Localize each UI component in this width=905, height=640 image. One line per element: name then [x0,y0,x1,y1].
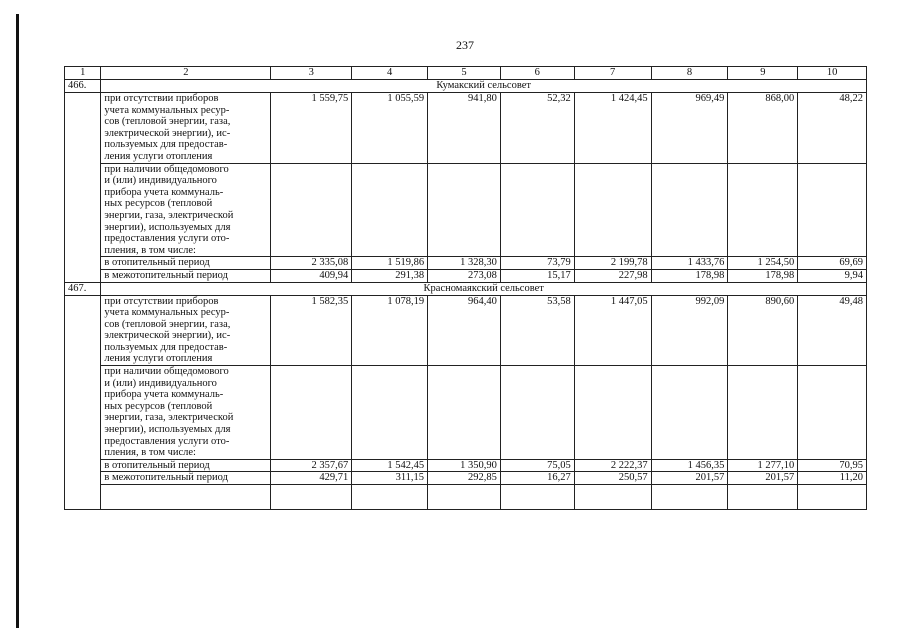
description-line: при отсутствии приборов [104,295,219,307]
value-cell-col9: 1 254,50 [728,257,798,270]
value-cell-col3: 429,71 [271,472,352,485]
blank-cell [352,485,428,510]
section-title: Кумакский сельсовет [101,80,867,93]
column-header-7: 7 [574,67,651,80]
value-cell-col5 [428,163,501,257]
value-cell-col4: 291,38 [352,269,428,282]
description-line: энергии), используемых для [104,424,231,436]
description-line: учета коммунальных ресур- [104,307,230,319]
column-header-3: 3 [271,67,352,80]
value-cell-col4: 311,15 [352,472,428,485]
row-description [101,269,271,282]
value-cell-col6 [500,163,574,257]
value-cell-col3 [271,163,352,257]
value-cell-col3: 409,94 [271,269,352,282]
description-line: учета коммунальных ресур- [104,104,230,116]
description-line: в межотопительный период [104,269,228,281]
value-cell-col9: 890,60 [728,295,798,366]
value-cell-col7: 227,98 [574,269,651,282]
column-header-5: 5 [428,67,501,80]
value-cell-col7: 2 199,78 [574,257,651,270]
value-cell-col9: 178,98 [728,269,798,282]
description-line: и (или) индивидуального [104,377,217,389]
value-cell-col7 [574,163,651,257]
value-cell-col6: 52,32 [500,93,574,164]
description-line: в отопительный период [104,459,210,471]
column-header-row [65,67,867,80]
value-cell-col9: 868,00 [728,93,798,164]
row-description [101,459,271,472]
blank-cell [651,485,728,510]
row-description [101,472,271,485]
value-cell-col5 [428,366,501,460]
value-cell-col8: 992,09 [651,295,728,366]
value-cell-col4 [352,163,428,257]
blank-cell [574,485,651,510]
value-cell-col10: 69,69 [798,257,867,270]
table-row [65,459,867,472]
value-cell-col6: 75,05 [500,459,574,472]
description-line: электрической энергии), ис- [104,330,231,342]
value-cell-col9 [728,163,798,257]
description-line: ления услуги отопления [104,150,213,162]
description-line: сов (тепловой энергии, газа, [104,318,231,330]
table-row [65,366,867,460]
value-cell-col6: 73,79 [500,257,574,270]
table-row [65,472,867,485]
value-cell-col3: 2 357,67 [271,459,352,472]
section-number-span-cell [65,93,101,283]
section-row [65,282,867,295]
table-row [65,269,867,282]
column-header-8: 8 [651,67,728,80]
value-cell-col9: 201,57 [728,472,798,485]
section-number-span-cell [65,295,101,510]
value-cell-col6: 53,58 [500,295,574,366]
column-header-9: 9 [728,67,798,80]
value-cell-col10: 11,20 [798,472,867,485]
value-cell-col9: 1 277,10 [728,459,798,472]
row-description [101,295,271,366]
blank-cell [101,485,271,510]
value-cell-col8 [651,366,728,460]
value-cell-col5: 1 350,90 [428,459,501,472]
description-line: пления, в том числе: [104,244,196,256]
section-row [65,80,867,93]
value-cell-col6: 16,27 [500,472,574,485]
value-cell-col5: 941,80 [428,93,501,164]
blank-cell [728,485,798,510]
description-line: при наличии общедомового [104,163,229,175]
value-cell-col9 [728,366,798,460]
value-cell-col3: 1 582,35 [271,295,352,366]
description-line: энергии, газа, электрической [104,412,234,424]
value-cell-col10: 70,95 [798,459,867,472]
value-cell-col8: 969,49 [651,93,728,164]
blank-cell [798,485,867,510]
section-number: 466. [65,80,101,93]
binding-edge-line [16,14,19,628]
description-line: прибора учета коммуналь- [104,389,224,401]
value-cell-col5: 1 328,30 [428,257,501,270]
value-cell-col3 [271,366,352,460]
description-line: пользуемых для предостав- [104,341,228,353]
description-line: ных ресурсов (тепловой [104,400,213,412]
column-header-10: 10 [798,67,867,80]
value-cell-col7 [574,366,651,460]
value-cell-col4 [352,366,428,460]
value-cell-col7: 1 424,45 [574,93,651,164]
description-line: и (или) индивидуального [104,175,217,187]
description-line: предоставления услуги ото- [104,233,230,245]
value-cell-col4: 1 055,59 [352,93,428,164]
blank-cell [428,485,501,510]
description-line: в межотопительный период [104,472,228,484]
table-row [65,295,867,366]
row-description [101,163,271,257]
value-cell-col4: 1 519,86 [352,257,428,270]
value-cell-col3: 1 559,75 [271,93,352,164]
value-cell-col7: 2 222,37 [574,459,651,472]
value-cell-col4: 1 542,45 [352,459,428,472]
description-line: ления услуги отопления [104,353,213,365]
value-cell-col5: 273,08 [428,269,501,282]
page-number: 237 [456,38,474,52]
description-line: ных ресурсов (тепловой [104,198,213,210]
column-header-2: 2 [101,67,271,80]
value-cell-col7: 1 447,05 [574,295,651,366]
description-line: энергии), используемых для [104,221,231,233]
value-cell-col4: 1 078,19 [352,295,428,366]
description-line: при наличии общедомового [104,366,229,378]
description-line: сов (тепловой энергии, газа, [104,116,231,128]
description-line: электрической энергии), ис- [104,127,231,139]
table-row [65,257,867,270]
value-cell-col10 [798,366,867,460]
value-cell-col10 [798,163,867,257]
blank-cell [271,485,352,510]
value-cell-col6: 15,17 [500,269,574,282]
row-description [101,93,271,164]
description-line: энергии, газа, электрической [104,209,234,221]
table-row [65,163,867,257]
value-cell-col5: 964,40 [428,295,501,366]
value-cell-col10: 9,94 [798,269,867,282]
value-cell-col8: 201,57 [651,472,728,485]
value-cell-col5: 292,85 [428,472,501,485]
description-line: прибора учета коммуналь- [104,186,224,198]
row-description [101,366,271,460]
description-line: в отопительный период [104,257,210,269]
value-cell-col8: 1 433,76 [651,257,728,270]
tariff-table [64,66,867,510]
column-header-1: 1 [65,67,101,80]
value-cell-col10: 49,48 [798,295,867,366]
value-cell-col10: 48,22 [798,93,867,164]
value-cell-col3: 2 335,08 [271,257,352,270]
table-row [65,93,867,164]
section-number: 467. [65,282,101,295]
value-cell-col6 [500,366,574,460]
row-description [101,257,271,270]
description-line: пления, в том числе: [104,447,196,459]
value-cell-col7: 250,57 [574,472,651,485]
description-line: предоставления услуги ото- [104,435,230,447]
table-bottom-blank-row [65,485,867,510]
description-line: при отсутствии приборов [104,93,219,104]
section-title: Красномаякский сельсовет [101,282,867,295]
value-cell-col8: 1 456,35 [651,459,728,472]
value-cell-col8 [651,163,728,257]
blank-cell [500,485,574,510]
description-line: пользуемых для предостав- [104,139,228,151]
column-header-4: 4 [352,67,428,80]
column-header-6: 6 [500,67,574,80]
value-cell-col8: 178,98 [651,269,728,282]
